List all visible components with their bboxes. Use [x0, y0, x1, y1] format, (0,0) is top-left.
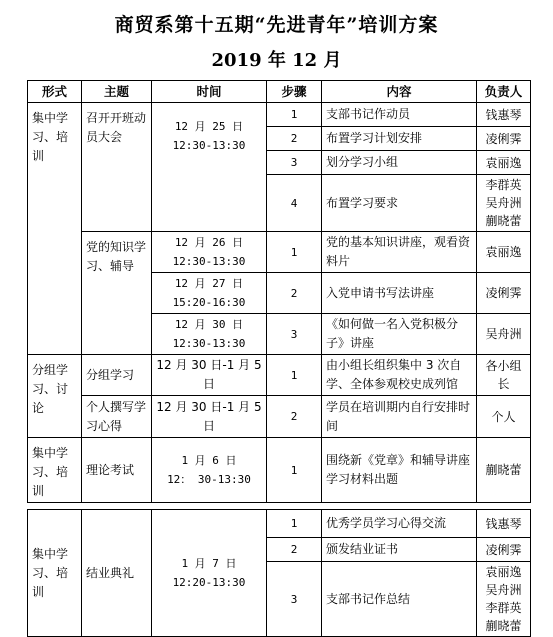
responsible-cell: 钱惠琴 [477, 510, 531, 538]
theme-cell: 召开开班动员大会 [82, 103, 152, 232]
step-cell: 2 [267, 273, 322, 314]
form-cell: 集中学习、培训 [28, 438, 82, 503]
document-title: 商贸系第十五期“先进青年”培训方案 [114, 14, 439, 36]
time-date: 1 月 7 日 [181, 557, 237, 570]
responsible-cell: 个人 [477, 396, 531, 438]
step-cell: 2 [267, 127, 322, 151]
time-date: 12 月 26 日 [174, 236, 244, 249]
step-cell: 3 [267, 562, 322, 637]
time-cell [152, 510, 267, 637]
responsible-cell: 蒯晓蕾 [477, 438, 531, 503]
responsible-cell: 袁丽逸 [477, 151, 531, 175]
training-schedule-table [27, 80, 531, 637]
theme-cell: 党的知识学习、辅导 [82, 232, 152, 355]
header-form: 形式 [28, 81, 82, 103]
header-content: 内容 [322, 81, 477, 103]
header-time: 时间 [152, 81, 267, 103]
time-range: 12:30-13:30 [172, 139, 246, 152]
time-range: 12:30-13:30 [172, 337, 246, 350]
table-row [28, 355, 531, 396]
responsible-cell: 凌俐霁 [477, 538, 531, 562]
step-cell: 1 [267, 232, 322, 273]
table-row [28, 232, 531, 273]
form-cell: 分组学习、讨论 [28, 355, 82, 438]
step-cell: 2 [267, 396, 322, 438]
step-cell: 1 [267, 103, 322, 127]
content-cell: 入党申请书写法讲座 [322, 273, 477, 314]
step-cell: 3 [267, 151, 322, 175]
theme-cell: 结业典礼 [82, 510, 152, 637]
responsible-cell: 凌俐霁 [477, 127, 531, 151]
content-cell: 布置学习计划安排 [322, 127, 477, 151]
step-cell: 2 [267, 538, 322, 562]
time-cell [152, 103, 267, 232]
header-theme: 主题 [82, 81, 152, 103]
content-cell: 颁发结业证书 [322, 538, 477, 562]
header-step: 步骤 [267, 81, 322, 103]
content-cell: 布置学习要求 [322, 175, 477, 232]
responsible-cell: 凌俐霁 [477, 273, 531, 314]
content-cell: 学员在培训期内自行安排时间 [322, 396, 477, 438]
time-range: 12： 30-13:30 [167, 473, 251, 486]
content-cell: 划分学习小组 [322, 151, 477, 175]
header-responsible: 负责人 [477, 81, 531, 103]
step-cell: 1 [267, 510, 322, 538]
form-cell: 集中学习、培训 [28, 510, 82, 637]
time-cell [152, 438, 267, 503]
responsible-cell: 钱惠琴 [477, 103, 531, 127]
theme-cell: 个人撰写学习心得 [82, 396, 152, 438]
form-cell: 集中学习、培训 [28, 103, 82, 355]
step-cell: 1 [267, 438, 322, 503]
time-range: 12:20-13:30 [172, 576, 246, 589]
time-date: 12 月 27 日 [174, 277, 244, 290]
responsible-cell: 袁丽逸 [477, 232, 531, 273]
table-row [28, 396, 531, 438]
time-date: 1 月 6 日 [181, 454, 237, 467]
time-range: 12:30-13:30 [172, 255, 246, 268]
responsible-cell: 李群英 吴舟洲 蒯晓蕾 [477, 175, 531, 232]
step-cell: 4 [267, 175, 322, 232]
table-row [28, 438, 531, 503]
content-cell: 支部书记作动员 [322, 103, 477, 127]
responsible-cell: 袁丽逸 吴舟洲 李群英 蒯晓蕾 [477, 562, 531, 637]
table-row [28, 103, 531, 127]
row-gap [28, 503, 531, 510]
content-cell: 支部书记作总结 [322, 562, 477, 637]
spacer-row [28, 503, 531, 510]
time-cell [152, 232, 267, 273]
time-range: 15:20-16:30 [172, 296, 246, 309]
content-cell: 由小组长组织集中 3 次自学、全体参观校史成列馆 [322, 355, 477, 396]
responsible-cell: 各小组长 [477, 355, 531, 396]
content-cell: 《如何做一名入党积极分子》讲座 [322, 314, 477, 355]
header-row [28, 81, 531, 103]
time-cell: 12 月 30 日-1 月 5 日 [152, 355, 267, 396]
time-date: 12 月 30 日 [174, 318, 244, 331]
time-date: 12 月 25 日 [174, 120, 244, 133]
document-subtitle: 2019 年 12 月 [211, 50, 342, 71]
time-cell [152, 273, 267, 314]
content-cell: 围绕新《党章》和辅导讲座学习材料出题 [322, 438, 477, 503]
theme-cell: 理论考试 [82, 438, 152, 503]
time-cell [152, 314, 267, 355]
table-row [28, 510, 531, 538]
step-cell: 1 [267, 355, 322, 396]
time-cell: 12 月 30 日-1 月 5 日 [152, 396, 267, 438]
content-cell: 优秀学员学习心得交流 [322, 510, 477, 538]
responsible-cell: 吴舟洲 [477, 314, 531, 355]
content-cell: 党的基本知识讲座，观看资料片 [322, 232, 477, 273]
theme-cell: 分组学习 [82, 355, 152, 396]
step-cell: 3 [267, 314, 322, 355]
